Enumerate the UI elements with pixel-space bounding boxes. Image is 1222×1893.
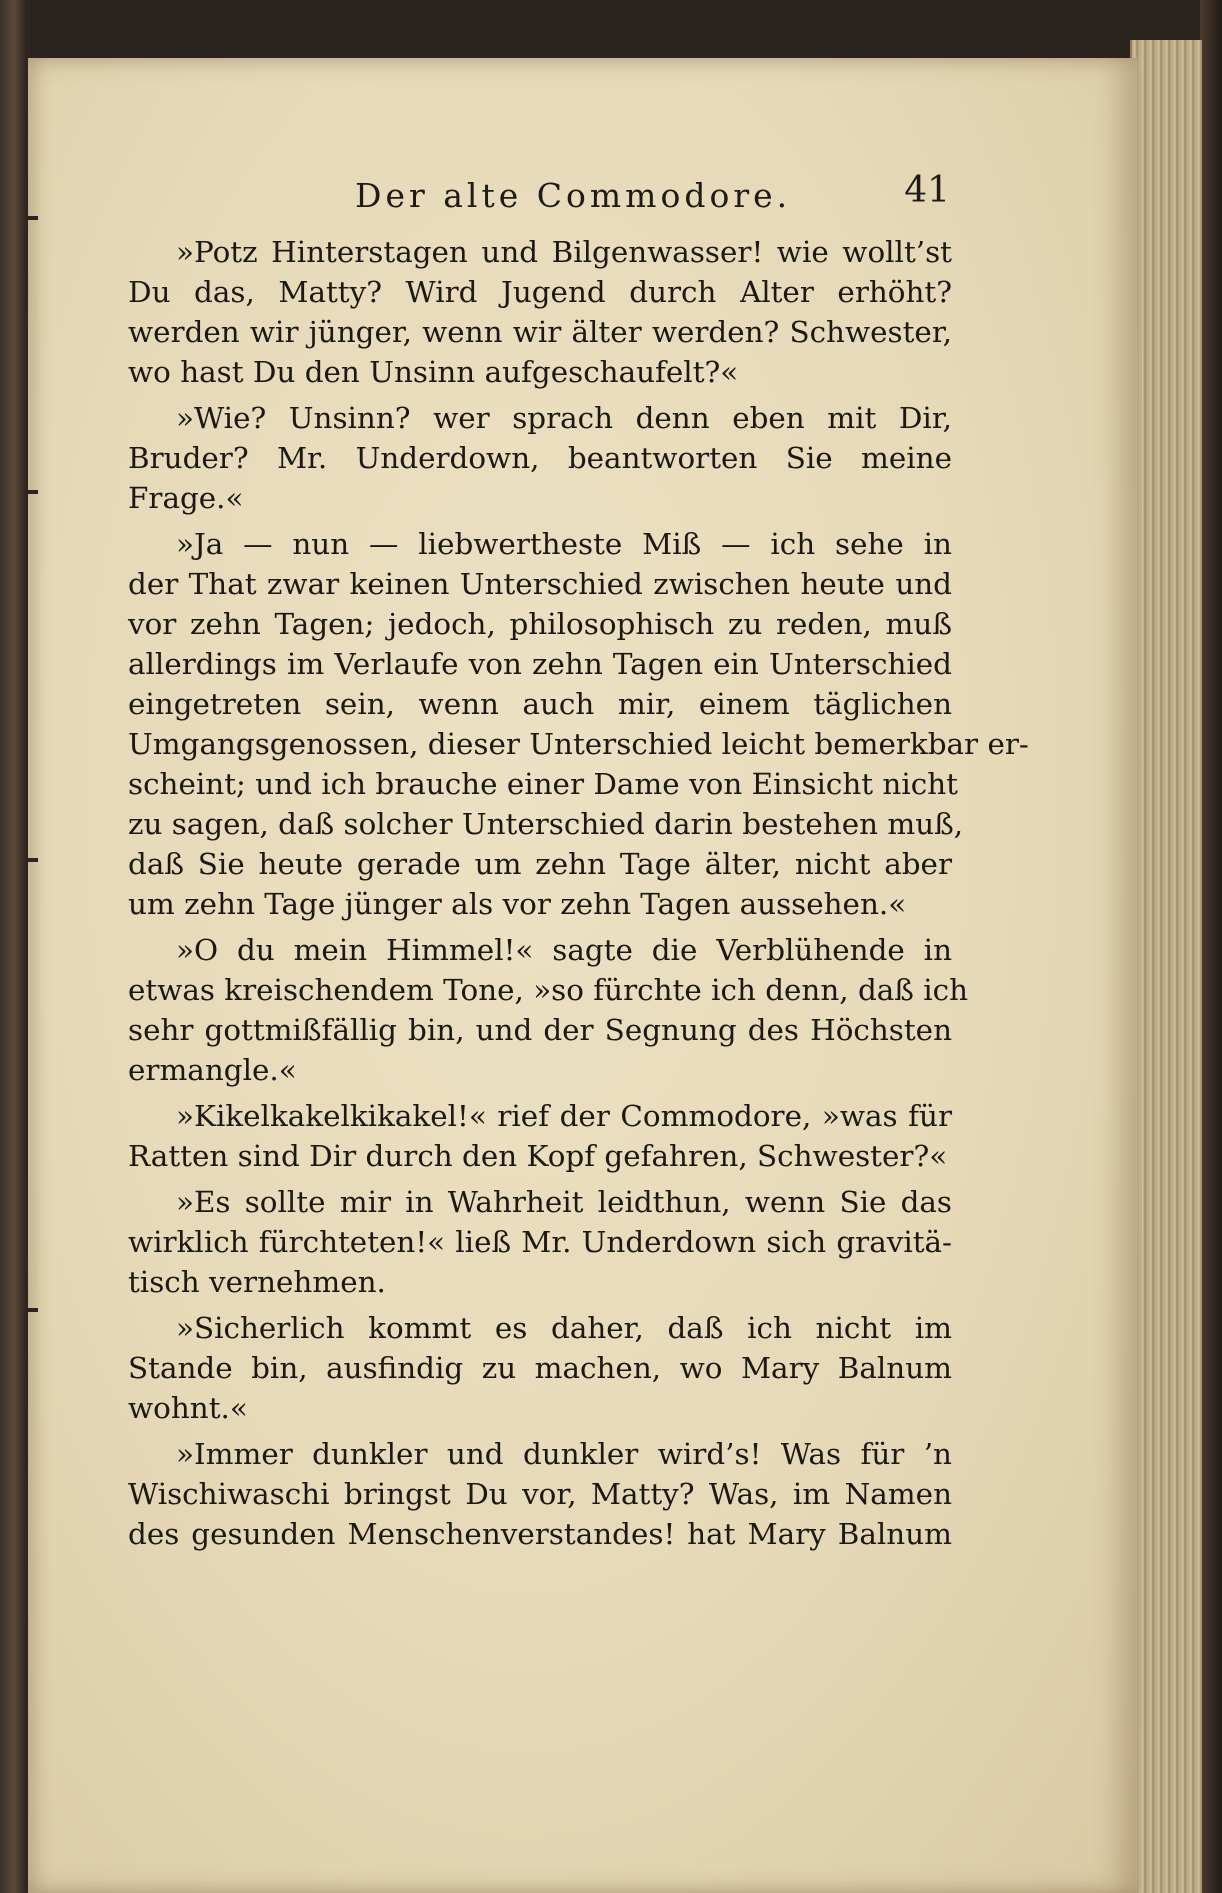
text-line: werden wir jünger, wenn wir älter werden? Schwester,: [128, 315, 952, 349]
text-line: »Kikelkakelkikakel!« rief der Commodore, »was für: [176, 1099, 952, 1133]
margin-mark: [28, 1308, 38, 1312]
paragraph: [128, 1434, 952, 1554]
text-line: zu sagen, daß solcher Unterschied darin bestehen muß,: [128, 807, 964, 841]
paragraph: [128, 232, 952, 392]
page-number: 41: [904, 170, 950, 211]
book-cover-edge: [1200, 0, 1222, 1893]
text-line: etwas kreischendem Tone, »so fürchte ich denn, daß ich: [128, 973, 969, 1007]
paragraph: [128, 930, 969, 1090]
text-line: scheint; und ich brauche einer Dame von Einsicht nicht: [128, 767, 958, 801]
paragraph: [128, 1096, 952, 1176]
paragraph: [128, 524, 1029, 924]
body-text: [128, 232, 1029, 1560]
text-line: »Potz Hinterstagen und Bilgenwasser! wie wollt’st: [176, 235, 952, 269]
text-line: »Es sollte mir in Wahrheit leidthun, wenn Sie das: [176, 1185, 952, 1219]
text-line: des gesunden Menschenverstandes! hat Mary Balnum: [128, 1517, 952, 1551]
paragraph: [128, 398, 952, 518]
text-line: »Sicherlich kommt es daher, daß ich nicht im: [176, 1311, 952, 1345]
text-line: tisch vernehmen.: [128, 1265, 386, 1299]
text-line: wo hast Du den Unsinn aufgeschaufelt?«: [128, 355, 739, 389]
text-line: »Immer dunkler und dunkler wird’s! Was für ’n: [176, 1437, 952, 1471]
text-line: »Ja — nun — liebwertheste Miß — ich sehe in: [176, 527, 952, 561]
text-line: Du das, Matty? Wird Jugend durch Alter erhöht?: [128, 275, 952, 309]
text-line: Wischiwaschi bringst Du vor, Matty? Was, im Namen: [128, 1477, 952, 1511]
text-line: »O du mein Himmel!« sagte die Verblühende in: [176, 933, 952, 967]
text-line: um zehn Tage jünger als vor zehn Tagen aussehen.«: [128, 887, 907, 921]
margin-mark: [28, 858, 38, 862]
paragraph: [128, 1308, 952, 1428]
margin-mark: [28, 490, 38, 494]
paragraph: [128, 1182, 952, 1302]
page-header: [130, 170, 950, 220]
text-line: der That zwar keinen Unterschied zwischen heute und: [128, 567, 952, 601]
text-line: ermangle.«: [128, 1053, 297, 1087]
text-line: »Wie? Unsinn? wer sprach denn eben mit Dir,: [176, 401, 952, 435]
text-line: Bruder? Mr. Underdown, beantworten Sie meine: [128, 441, 952, 475]
text-line: Stande bin, ausfindig zu machen, wo Mary Balnum: [128, 1351, 952, 1385]
page-edges: [1130, 40, 1202, 1893]
text-line: Frage.«: [128, 481, 244, 515]
text-line: sehr gottmißfällig bin, und der Segnung des Höchsten: [128, 1013, 952, 1047]
text-line: Umgangsgenossen, dieser Unterschied leicht bemerkbar er-: [128, 727, 1029, 761]
text-line: vor zehn Tagen; jedoch, philosophisch zu reden, muß: [128, 607, 952, 641]
text-line: Ratten sind Dir durch den Kopf gefahren, Schwester?«: [128, 1139, 948, 1173]
running-head: Der alte Commodore.: [355, 176, 792, 215]
text-line: wirklich fürchteten!« ließ Mr. Underdown sich gravitä-: [128, 1225, 952, 1259]
text-line: wohnt.«: [128, 1391, 248, 1425]
margin-mark: [28, 216, 38, 220]
text-line: eingetreten sein, wenn auch mir, einem täglichen: [128, 687, 952, 721]
text-line: daß Sie heute gerade um zehn Tage älter, nicht aber: [128, 847, 952, 881]
text-line: allerdings im Verlaufe von zehn Tagen ein Unterschied: [128, 647, 952, 681]
